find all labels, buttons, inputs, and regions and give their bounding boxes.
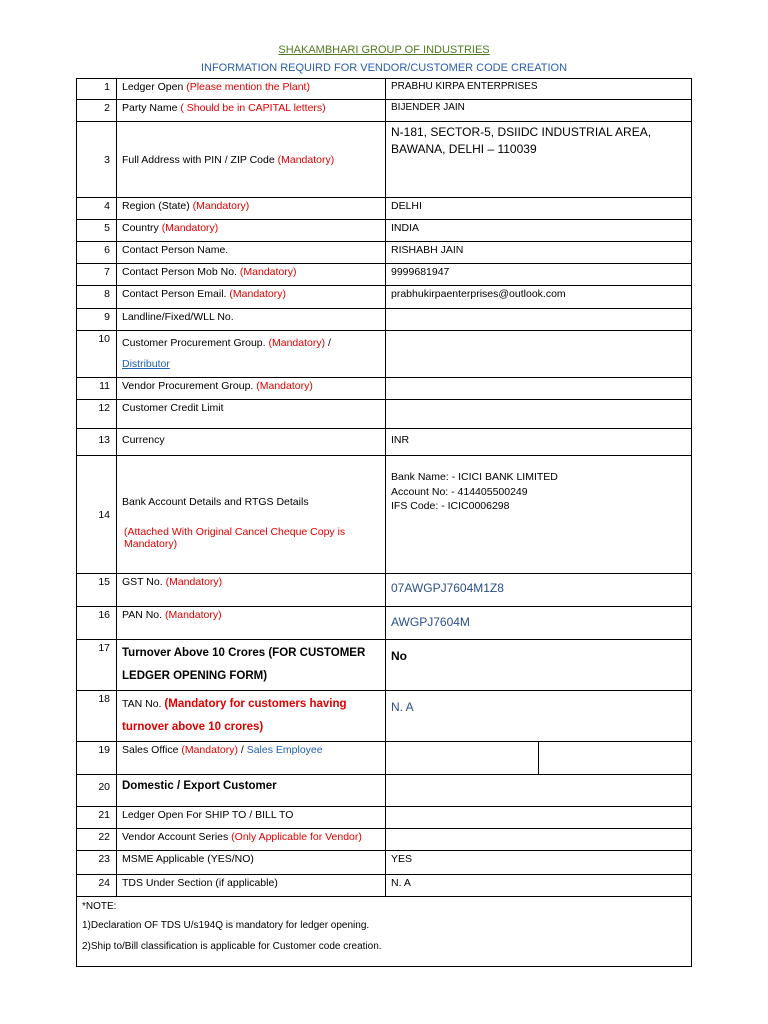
field-label: Ledger Open For SHIP TO / BILL TO (117, 807, 386, 829)
table-row (77, 775, 692, 807)
table-row (77, 122, 692, 198)
field-label: Contact Person Mob No. (Mandatory) (117, 264, 386, 286)
field-value: DELHI (386, 198, 692, 220)
table-row (77, 851, 692, 875)
account-number: Account No: - 414405500249 (391, 485, 528, 498)
note-line-1: 1)Declaration OF TDS U/s194Q is mandatory for ledger opening. (82, 920, 370, 931)
table-row (77, 742, 692, 775)
row-number: 10 (77, 331, 117, 378)
field-label: TDS Under Section (if applicable) (117, 875, 386, 897)
field-label: TAN No. (Mandatory for customers having turnover above 10 crores) (117, 691, 386, 742)
distributor-link[interactable]: Distributor (122, 358, 170, 370)
table-row (77, 400, 692, 429)
sales-office-value (386, 742, 539, 775)
row-number: 11 (77, 378, 117, 400)
field-label: Contact Person Email. (Mandatory) (117, 286, 386, 309)
table-row (77, 100, 692, 122)
table-row (77, 242, 692, 264)
field-label: Vendor Procurement Group. (Mandatory) (117, 378, 386, 400)
field-label: PAN No. (Mandatory) (117, 607, 386, 640)
field-label: Customer Credit Limit (117, 400, 386, 429)
field-value (386, 775, 692, 807)
field-value: prabhukirpaenterprises@outlook.com (386, 286, 692, 309)
field-label: Bank Account Details and RTGS Details (Attached With Original Cancel Cheque Copy is Mandatory) (117, 456, 386, 574)
row-number: 8 (77, 286, 117, 309)
table-row (77, 309, 692, 331)
field-value: INDIA (386, 220, 692, 242)
row-number: 12 (77, 400, 117, 429)
table-row (77, 691, 692, 742)
gst-value: 07AWGPJ7604M1Z8 (386, 574, 692, 607)
table-row (77, 456, 692, 574)
field-label: Domestic / Export Customer (117, 775, 386, 807)
field-value (386, 400, 692, 429)
table-row (77, 574, 692, 607)
row-number: 22 (77, 829, 117, 851)
table-row (77, 264, 692, 286)
tan-value: N. A (386, 691, 692, 742)
field-value (386, 309, 692, 331)
notes-section (77, 897, 692, 967)
field-label: GST No. (Mandatory) (117, 574, 386, 607)
row-number: 6 (77, 242, 117, 264)
field-value: BIJENDER JAIN (386, 100, 692, 122)
field-label: Contact Person Name. (117, 242, 386, 264)
field-label: Party Name ( Should be in CAPITAL letters) (117, 100, 386, 122)
table-row (77, 607, 692, 640)
bank-details-value (386, 456, 692, 574)
field-label: Vendor Account Series (Only Applicable for Vendor) (117, 829, 386, 851)
row-number: 13 (77, 429, 117, 456)
field-label: Region (State) (Mandatory) (117, 198, 386, 220)
row-number: 1 (77, 79, 117, 100)
field-value: INR (386, 429, 692, 456)
table-row (77, 829, 692, 851)
field-value: RISHABH JAIN (386, 242, 692, 264)
field-label: Landline/Fixed/WLL No. (117, 309, 386, 331)
field-value (386, 829, 692, 851)
turnover-value: No (386, 640, 692, 691)
notes-heading: *NOTE: (82, 901, 117, 912)
row-number: 21 (77, 807, 117, 829)
address-line-2: BAWANA, DELHI – 110039 (391, 142, 537, 156)
table-row (77, 378, 692, 400)
document-subtitle: INFORMATION REQUIRD FOR VENDOR/CUSTOMER CODE CREATION (200, 62, 568, 74)
row-number: 7 (77, 264, 117, 286)
row-number: 19 (77, 742, 117, 775)
row-number: 5 (77, 220, 117, 242)
table-row (77, 198, 692, 220)
field-label: MSME Applicable (YES/NO) (117, 851, 386, 875)
row-number: 3 (77, 122, 117, 198)
vendor-customer-form-table (76, 78, 692, 967)
field-label: Country (Mandatory) (117, 220, 386, 242)
field-value: PRABHU KIRPA ENTERPRISES (386, 79, 692, 100)
document-title: SHAKAMBHARI GROUP OF INDUSTRIES (278, 44, 490, 56)
table-row (77, 286, 692, 309)
pan-value: AWGPJ7604M (386, 607, 692, 640)
field-value: 9999681947 (386, 264, 692, 286)
field-label: Turnover Above 10 Crores (FOR CUSTOMER LEDGER OPENING FORM) (117, 640, 386, 691)
row-number: 24 (77, 875, 117, 897)
field-value (386, 331, 692, 378)
row-number: 23 (77, 851, 117, 875)
field-label: Customer Procurement Group. (Mandatory) / Distributor (117, 331, 386, 378)
row-number: 15 (77, 574, 117, 607)
field-label: Ledger Open (Please mention the Plant) (117, 79, 386, 100)
address-value (386, 122, 692, 198)
note-line-2: 2)Ship to/Bill classification is applicable for Customer code creation. (82, 941, 382, 952)
table-row (77, 640, 692, 691)
notes-row (77, 897, 692, 967)
sales-employee-value (539, 742, 692, 775)
msme-value: YES (386, 851, 692, 875)
row-number: 17 (77, 640, 117, 691)
row-number: 4 (77, 198, 117, 220)
table-row (77, 807, 692, 829)
row-number: 9 (77, 309, 117, 331)
field-label: Sales Office (Mandatory) / Sales Employee (117, 742, 386, 775)
table-row (77, 220, 692, 242)
bank-name: Bank Name: - ICICI BANK LIMITED (391, 471, 558, 483)
row-number: 20 (77, 775, 117, 807)
field-label: Currency (117, 429, 386, 456)
field-value (386, 378, 692, 400)
field-label: Full Address with PIN / ZIP Code (Mandatory) (117, 122, 386, 198)
table-row (77, 331, 692, 378)
field-value (386, 807, 692, 829)
row-number: 2 (77, 100, 117, 122)
table-row (77, 79, 692, 100)
row-number: 14 (77, 456, 117, 574)
tds-value: N. A (386, 875, 692, 897)
row-number: 16 (77, 607, 117, 640)
row-number: 18 (77, 691, 117, 742)
table-row (77, 875, 692, 897)
table-row (77, 429, 692, 456)
address-line-1: N-181, SECTOR-5, DSIIDC INDUSTRIAL AREA, (391, 125, 652, 139)
ifs-code: IFS Code: - ICIC0006298 (391, 500, 510, 512)
